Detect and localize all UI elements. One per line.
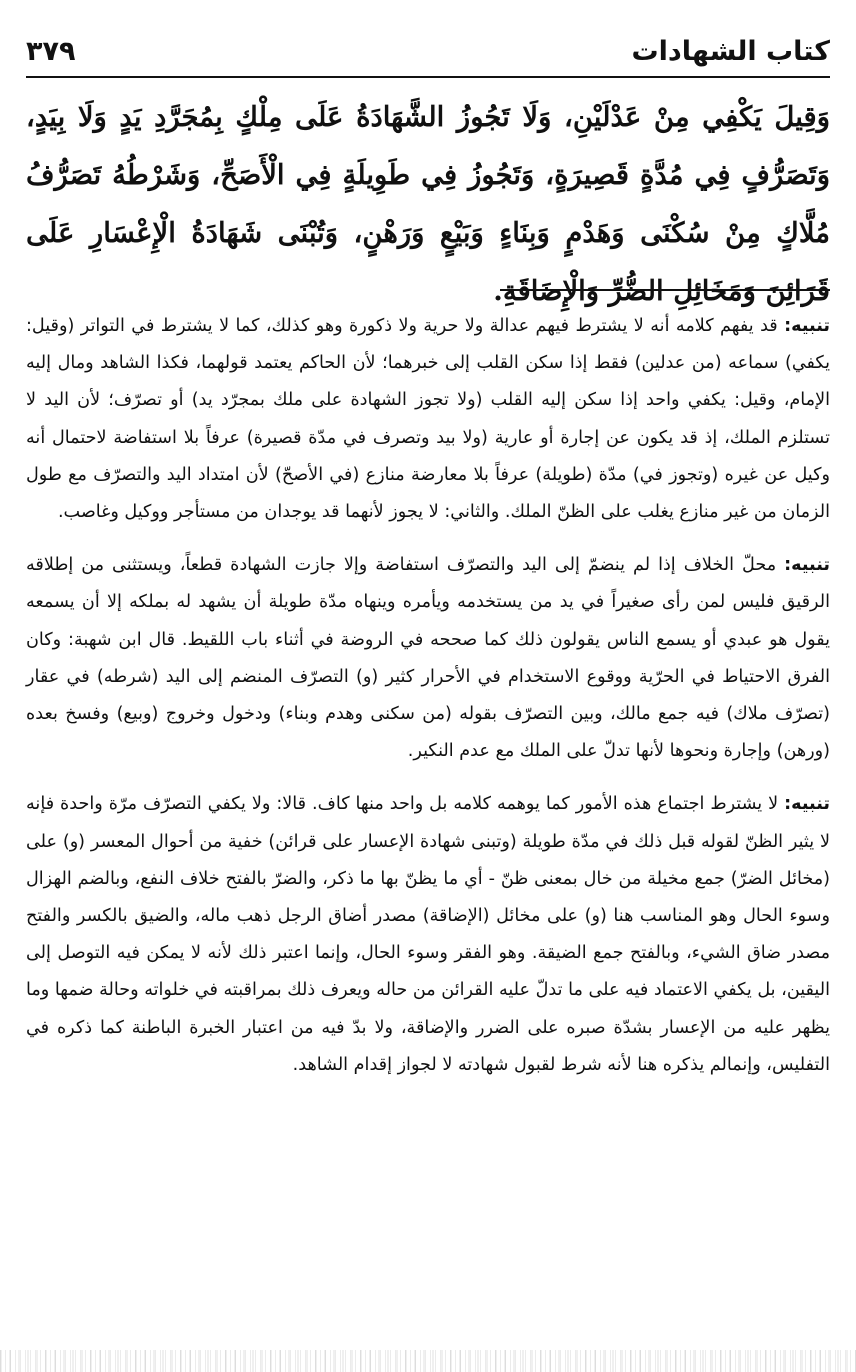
commentary-paragraph-2 [26,547,830,770]
running-header [26,30,830,78]
page-number: ٣٧٩ [26,36,76,67]
paragraph-lead: تنبيه: [784,555,830,576]
matn-text: وَقِيلَ يَكْفِي مِنْ عَدْلَيْنِ، وَلَا تَجُوزُ الشَّهَادَةُ عَلَى مِلْكٍ بِمُجَرَّدِ يَدٍ وَلَا بِيَدٍ، وَتَصَرُّفٍ فِي مُدَّةٍ قَصِيرَةٍ، وَتَجُوزُ فِي طَوِيلَةٍ فِي الْأَصَحِّ، وَشَرْطُهُ تَصَرُّفُ مُلَّاكٍ مِنْ سُكْنَى وَهَدْمٍ وَبِنَاءٍ وَبَيْعٍ وَرَهْنٍ، وَتُبْنَى شَهَادَةُ الْإِعْسَارِ عَلَى قَرَائِنَ وَمَخَائِلِ الضُّرِّ وَالْإِضَاقَةِ. [26,101,830,307]
commentary [26,308,830,1100]
scan-noise [0,1350,856,1372]
book-title: كتاب الشهادات [631,36,830,67]
paragraph-lead: تنبيه: [784,316,830,336]
matn-divider [500,289,830,291]
paragraph-text: محلّ الخلاف إذا لم ينضمّ إلى اليد والتصرّف استفاضة وإلا جازت الشهادة قطعاً، ويستثنى من إطلاقه الرقيق فليس لمن رأى صغيراً في يد من يستخدمه ويأمره وينهاه مدّة طويلة أن يشهد له بملكه إلا أن يسمعه يقول هو عبدي أو يسمع الناس يقولون ذلك كما صححه في الروضة في أثناء باب اللقيط. قال ابن شهبة: وكان الفرق الاحتياط في الحرّية ووقوع الاستخدام في الأحرار كثير (و) التصرّف المنضم إلى اليد (شرطه) في عقار (تصرّف ملاك) فيه جمع مالك، وبين التصرّف بقوله (من سكنى وهدم وبناء) ودخول وخروج (وبيع) وفسخ بعده (ورهن) وإجارة ونحوها لأنها تدلّ على الملك مع عدم النكير. [26,555,830,762]
paragraph-lead: تنبيه: [784,794,830,815]
commentary-paragraph-3 [26,786,830,1084]
commentary-paragraph-1 [26,308,830,531]
paragraph-text: قد يفهم كلامه أنه لا يشترط فيهم عدالة ولا حرية ولا ذكورة وهو كذلك، كما لا يشترط في التواتر (وقيل: يكفي) سماعه (من عدلين) فقط إذا سكن القلب إلى خبرهما؛ لأن الحاكم يعتمد قولهما، فكذا الشاهد ومال إليه الإمام، وقيل: يكفي واحد إذا سكن إليه القلب (ولا تجوز الشهادة على ملك بمجرّد يد) أو تصرّف؛ لأن اليد لا تستلزم الملك، إذ قد يكون عن إجارة أو عارية (ولا بيد وتصرف في مدّة قصيرة) عرفاً بلا استفاضة لاحتمال أنه وكيل عن غيره (وتجوز في) مدّة (طويلة) عرفاً بلا معارضة منازع (في الأصحّ) لأن امتداد اليد والتصرّف مع طول الزمان من غير منازع يغلب على الظنّ الملك. والثاني: لا يجوز لأنهما قد يوجدان من مستأجر ووكيل وغاصب. [26,316,830,523]
paragraph-text: لا يشترط اجتماع هذه الأمور كما يوهمه كلامه بل واحد منها كاف. قالا: ولا يكفي التصرّف مرّة واحدة فإنه لا يثير الظنّ لقوله قبل ذلك في مدّة طويلة (وتبنى شهادة الإعسار على قرائن) خفية من أحوال المعسر (و) على (مخائل الضرّ) جمع مخيلة من خال بمعنى ظنّ - أي ما يظنّ بها ما ذكر، والضرّ بالفتح خلاف النفع، وبالضم الهزال وسوء الحال وهو المناسب هنا (و) على مخائل (الإضاقة) مصدر أضاق الرجل ذهب ماله، والضيق بالكسر والفتح مصدر ضاق الشيء، وبالفتح جمع الضيقة. وهو الفقر وسوء الحال، وإنما اعتبر ذلك لأنه لا يمكن فيه التوصل إلى اليقين، بل يكفي الاعتماد فيه على ما تدلّ عليه القرائن من حاله ويعرف ذلك بمراقبته في خلواته وحالة ضمها وما يظهر عليه من الإعسار بشدّة صبره على الضرر والإضاقة، ولا بدّ فيه من اعتبار الخبرة الباطنة كما ذكره في التفليس، وإنمالم يذكره هنا لأنه شرط لقبول شهادته لا لجواز إقدام الشاهد. [26,794,830,1075]
